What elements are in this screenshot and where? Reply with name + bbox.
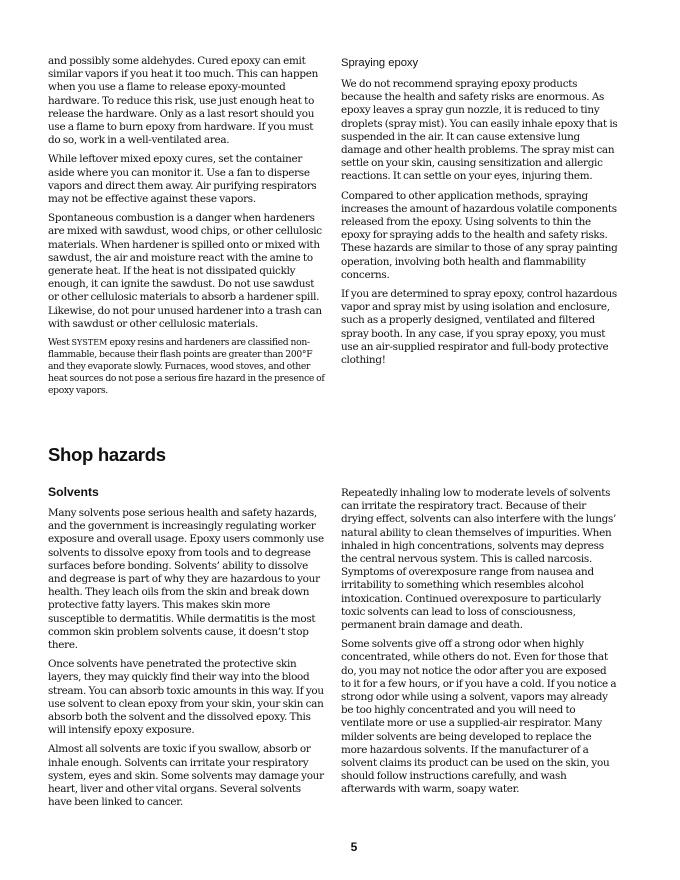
column-top-right — [341, 57, 618, 373]
paragraph: Almost all solvents are toxic if you swallow, absorb or inhale enough. Solvents can irritate your respiratory system, eyes and skin. Some solvents may damage your heart, liver and other vital organs. Several solvents have been linked to cancer. — [48, 743, 324, 809]
column-bottom-right — [341, 487, 618, 803]
solvents-heading: Solvents — [48, 485, 99, 499]
spraying-epoxy-heading: Spraying epoxy — [341, 57, 419, 69]
section-title: Shop hazards — [48, 444, 166, 465]
paragraph: Once solvents have penetrated the protective skin layers, they may quickly find their way into the blood stream. You can absorb toxic amounts in this way. If you use solvent to clean epoxy from your skin, your skin can absorb both the solvent and the dissolved epoxy. This will intensify epoxy exposure. — [48, 658, 324, 737]
paragraph: Spontaneous combustion is a danger when hardeners are mixed with sawdust, wood chips, or other cellulosic materials. When hardener is spilled onto or mixed with sawdust, the air and moisture react with the amine to generate heat. If the heat is not dissipated quickly enough, it can ignite the sawdust. Do not use sawdust or other cellulosic materials to absorb a hardener spill. Likewise, do not pour unused hardener into a trash can with sawdust or other cellulosic materials. — [48, 212, 322, 330]
fire-hazard-note — [48, 337, 325, 397]
paragraph: Some solvents give off a strong odor when highly concentrated, while others do not. Even for those that do, you may not notice the odor after you are exposed to it for a few hours, or if you have a cold. If you notice a strong odor while using a solvent, vapors may already be too highly concentrated and you will need to ventilate more or use a supplied-air respirator. Many milder solvents are being developed to replace the more hazardous solvents. If the manufacturer of a solvent claims its product can be used on the skin, you should follow instructions carefully, and wash afterwards with warm, soapy water. — [341, 638, 617, 796]
brand-name: SYSTEM — [71, 338, 108, 348]
paragraph: We do not recommend spraying epoxy products because the health and safety risks are enormous. As epoxy leaves a spray gun nozzle, it is reduced to tiny droplets (spray mist). You can easily inhale epoxy that is suspended in the air. It can cause extensive lung damage and other health problems. The spray mist can settle on your skin, causing sensitization and allergic reactions. It can settle on your eyes, injuring them. — [341, 78, 618, 183]
paragraph: Repeatedly inhaling low to moderate levels of solvents can irritate the respiratory tract. Because of their drying effect, solvents can also interfere with the lungs’ natural ability to clean themselves of impurities. When inhaled in high concentrations, solvents may depress the central nervous system. This is called narcosis. Symptoms of overexposure range from nausea and irritability to something which resembles alcohol intoxication. Continued overexposure to particularly toxic solvents can lead to loss of consciousness, permanent brain damage and death. — [341, 487, 617, 632]
paragraph: If you are determined to spray epoxy, control hazardous vapor and spray mist by using isolation and enclosure, such as a properly designed, ventilated and filtered spray booth. In any case, if you spray epoxy, you must use an air-supplied respirator and full-body protective clothing! — [341, 288, 617, 367]
paragraph: Compared to other application methods, spraying increases the amount of hazardous volatile components released from the epoxy. Using solvents to thin the epoxy for spraying adds to the health and safety risks. These hazards are similar to those of any spray painting operation, involving both health and flammability concerns. — [341, 189, 618, 281]
paragraph: While leftover mixed epoxy cures, set the container aside where you can monitor it. Use a fan to disperse vapors and direct them away. Air purifying respirators may not be effective against these vapors. — [48, 153, 317, 206]
paragraph: Many solvents pose serious health and safety hazards, and the government is increasingly regulating worker exposure and overall usage. Epoxy users commonly use solvents to dissolve epoxy from tools and to degrease surfaces before bonding. Solvents’ ability to dissolve and degrease is part of why they are hazardous to your health. They leach oils from the skin and break down protective fatty layers. This makes skin more susceptible to dermatitis. While dermatitis is the most common skin problem solvents cause, it doesn’t stop there. — [48, 507, 324, 652]
column-bottom-left — [48, 485, 325, 815]
page-number: 5 — [350, 840, 358, 854]
column-top-left — [48, 55, 325, 403]
paragraph: and possibly some aldehydes. Cured epoxy can emit similar vapors if you heat it too much. This can happen when you use a flame to release epoxy-mounted hardware. To reduce this risk, use just enough heat to release the hardware. Only as a last resort should you use a flame to burn epoxy from hardware. If you must do so, work in a well-ventilated area. — [48, 55, 318, 147]
note-rest: epoxy resins and hardeners are classified non-flammable, because their flash points are greater than 200°F and they evaporate slowly. Furnaces, wood stoves, and other heat sources do not pose a serious fire hazard in the presence of epoxy vapors. — [48, 337, 325, 397]
note-lead: West — [48, 337, 72, 349]
